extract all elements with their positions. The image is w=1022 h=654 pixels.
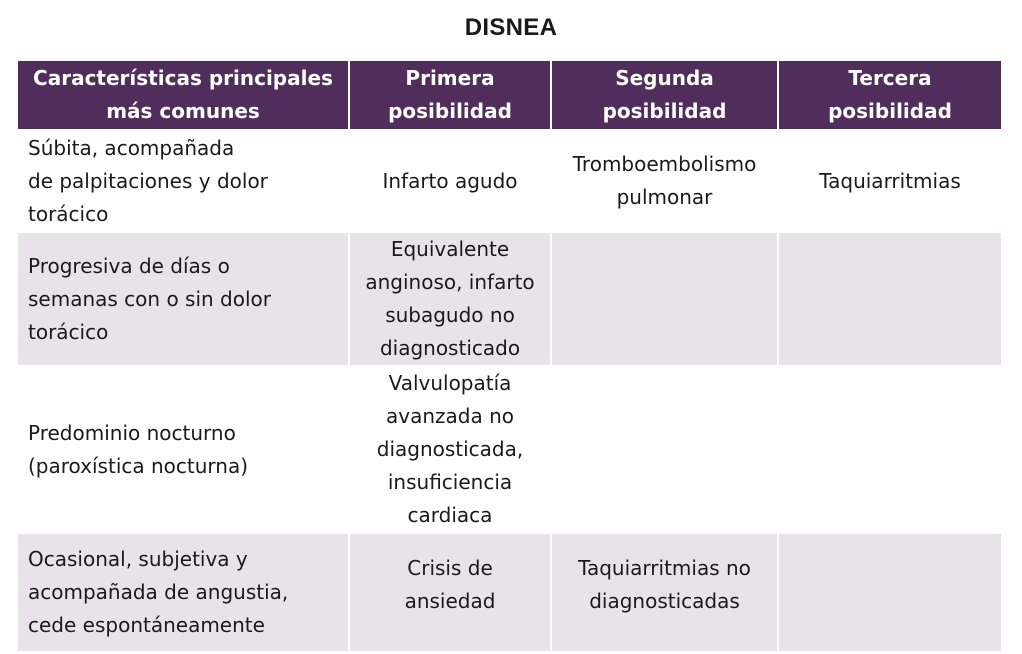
cell-tercera [778, 533, 1001, 651]
cell-primera: Equivalente anginoso, infarto subagudo no diagnosticado [349, 232, 551, 366]
cell-caracteristicas: Predominio nocturno (paroxística nocturna) [18, 366, 349, 533]
cell-segunda [551, 366, 778, 533]
cell-caracteristicas: Súbita, acompañada de palpitaciones y dolor torácico [18, 130, 349, 232]
cell-tercera [778, 366, 1001, 533]
header-tercera-posibilidad: Tercera posibilidad [778, 61, 1001, 130]
cell-segunda [551, 232, 778, 366]
table-row [18, 533, 1001, 651]
header-primera-posibilidad: Primera posibilidad [349, 61, 551, 130]
table-row [18, 366, 1001, 533]
cell-primera: Crisis de ansiedad [349, 533, 551, 651]
table-title: DISNEA [464, 14, 558, 41]
table-row [18, 232, 1001, 366]
cell-primera: Infarto agudo [349, 130, 551, 232]
cell-tercera: Taquiarritmias [778, 130, 1001, 232]
header-caracteristicas: Características principales más comunes [18, 61, 349, 130]
cell-segunda: Tromboembolismo pulmonar [551, 130, 778, 232]
cell-caracteristicas: Ocasional, subjetiva y acompañada de angustia, cede espontáneamente [18, 533, 349, 651]
header-segunda-posibilidad: Segunda posibilidad [551, 61, 778, 130]
cell-tercera [778, 232, 1001, 366]
disnea-table [18, 61, 1001, 651]
cell-segunda: Taquiarritmias no diagnosticadas [551, 533, 778, 651]
cell-caracteristicas: Progresiva de días o semanas con o sin dolor torácico [18, 232, 349, 366]
table-row [18, 130, 1001, 232]
table-header-row [18, 61, 1001, 130]
cell-primera: Valvulopatía avanzada no diagnosticada, insuficiencia cardiaca [349, 366, 551, 533]
